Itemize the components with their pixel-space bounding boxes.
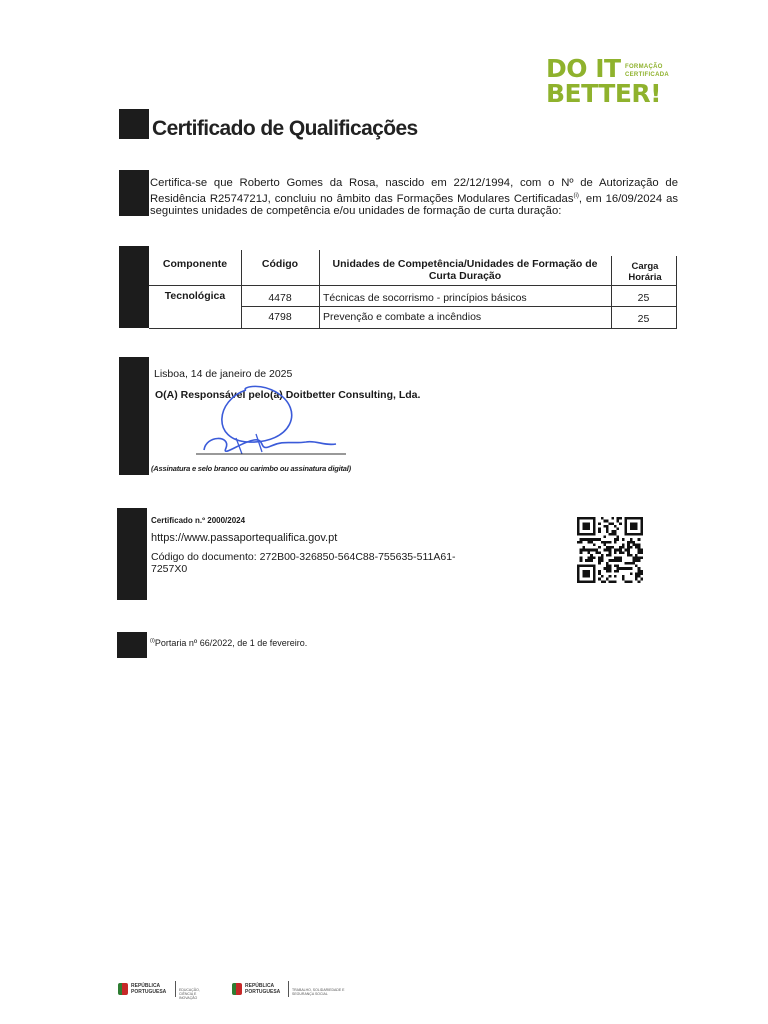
- row1-codigo: 4478: [268, 292, 292, 304]
- republica-flag-icon: [118, 983, 128, 995]
- row1-carga: 25: [637, 292, 650, 304]
- logo1-sub: EDUCAÇÃO, CIÊNCIA E INOVAÇÃO: [179, 988, 200, 1000]
- logo-tag1: FORMAÇÃO: [625, 64, 663, 70]
- doitbetter-logo: [546, 56, 686, 108]
- logo2-sub: TRABALHO, SOLIDARIEDADE E SEGURANÇA SOCIAL: [292, 988, 345, 996]
- document-code: Código do documento: 272B00-326850-564C88-755635-511A61-7257X0: [151, 551, 456, 575]
- place-date: Lisboa, 14 de janeiro de 2025: [154, 368, 293, 380]
- certificate-number: Certificado n.º 2000/2024: [151, 516, 246, 525]
- logo-line2: BETTER!: [546, 79, 662, 108]
- certificate-url[interactable]: https://www.passaportequalifica.gov.pt: [151, 532, 338, 544]
- intro-text-b: , em 16/09/2024 as seguintes unidades de competência e/ou unidades de formação de curta duração:: [150, 192, 678, 217]
- signature: [196, 380, 366, 470]
- page-title: Certificado de Qualificações: [152, 117, 418, 140]
- units-table: [149, 250, 677, 329]
- logo-tag2: CERTIFICADA: [625, 72, 669, 78]
- logo1-line2: PORTUGUESA: [131, 989, 167, 995]
- header-unidades: Unidades de Competência/Unidades de Formação de Curta Duração: [332, 258, 598, 282]
- footnote: [150, 638, 307, 648]
- header-carga: Carga Horária: [628, 261, 662, 283]
- signature-caption: (Assinatura e selo branco ou carimbo ou assinatura digital): [151, 464, 351, 473]
- header-codigo: Código: [261, 258, 299, 270]
- intro-bar: [119, 170, 149, 216]
- responsible: O(A) Responsável pelo(a) Doitbetter Consulting, Lda.: [155, 389, 421, 401]
- footnote-bar: [117, 632, 147, 658]
- footnote-ref: (i): [150, 638, 155, 644]
- componente-value: Tecnológica: [164, 290, 226, 302]
- qr-code[interactable]: [576, 517, 644, 583]
- logo-line1: DO IT: [546, 54, 621, 83]
- row2-carga: 25: [637, 313, 650, 325]
- row1-descricao: Técnicas de socorrismo - princípios básicos: [323, 292, 527, 304]
- logo1-line1: REPÚBLICA: [131, 983, 161, 989]
- republica-flag-icon-2: [232, 983, 242, 995]
- intro-paragraph: [150, 177, 678, 218]
- header-componente: Componente: [162, 258, 228, 270]
- signature-bar: [119, 357, 149, 475]
- footnote-text: Portaria nº 66/2022, de 1 de fevereiro.: [154, 638, 308, 648]
- row2-descricao: Prevenção e combate a incêndios: [323, 311, 482, 323]
- row2-codigo: 4798: [268, 311, 292, 323]
- logo2-line1: REPÚBLICA: [245, 983, 275, 989]
- certificate-bar: [117, 508, 147, 600]
- logo2-line2: PORTUGUESA: [245, 989, 281, 995]
- title-bar: [119, 109, 149, 139]
- table-bar: [119, 246, 149, 328]
- intro-footnote-ref: (i): [573, 192, 579, 199]
- intro-text-a: Certifica-se que Roberto Gomes da Rosa, nascido em 22/12/1994, com o Nº de Autorização de Residência R2574721J, concluiu no âmbito das Formações Modulares Certificadas: [150, 177, 678, 205]
